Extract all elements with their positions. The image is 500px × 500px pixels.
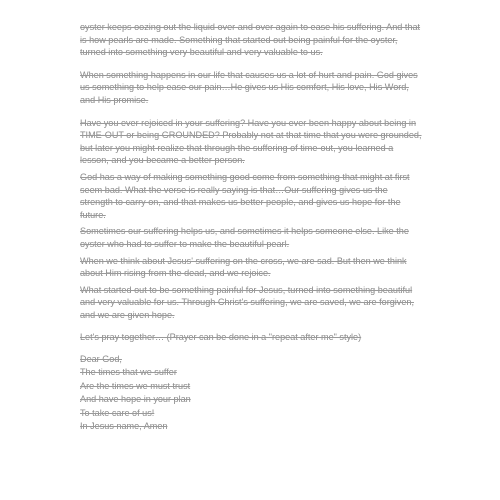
prayer-line: The times that we suffer (80, 367, 177, 378)
prayer-line: In Jesus name, Amen (80, 421, 168, 432)
paragraph-oyster: oyster keeps oozing out the liquid over and over again to ease his suffering. And that is how pearls are made. Something that started out being painful for the oyster, turned into something very beautiful and very valuable to us. (80, 22, 421, 58)
prayer-block (80, 353, 422, 433)
prayer-intro: Let's pray together… (Prayer can be done in a "repeat after me" style) (80, 332, 362, 343)
paragraph-comfort: When something happens in our life that causes us a lot of hurt and pain. God gives us something to help ease our pain…He gives us His comfort, His love, His Word, and His promise. (80, 69, 418, 105)
paragraph-god-good: God has a way of making something good come from something that might at first seem bad. What the verse is really saying is that…Our suffering gives us the strength to carry on, and that makes us better people, and gives us hope for the future. (80, 171, 410, 220)
paragraph-rejoice-question: Have you ever rejoiced in your suffering? Have you ever been happy about being in TIME-OUT or being GROUNDED? Probably not at that time that you were grounded, but later you might realize that through the suffering of time-out, you learned a lesson, and you became a better person. (80, 117, 422, 166)
paragraph-helps-others: Sometimes our suffering helps us, and sometimes it helps someone else. Like the oyster who had to suffer to make the beautiful pearl. (80, 226, 409, 249)
paragraph-jesus-suffering: When we think about Jesus' suffering on the cross, we are sad. But then we think about Him rising from the dead, and we rejoice. (80, 255, 407, 279)
prayer-line: And have hope in your plan (80, 394, 191, 405)
prayer-line: Are the times we must trust (80, 380, 191, 391)
prayer-line: To take care of us! (80, 407, 155, 418)
prayer-line: Dear God, (80, 354, 122, 365)
paragraph-saved: What started out to be something painful for Jesus, turned into something beautiful and very valuable for us. Through Christ's suffering, we are saved, we are forgiven, and we are given hope. (80, 284, 414, 320)
